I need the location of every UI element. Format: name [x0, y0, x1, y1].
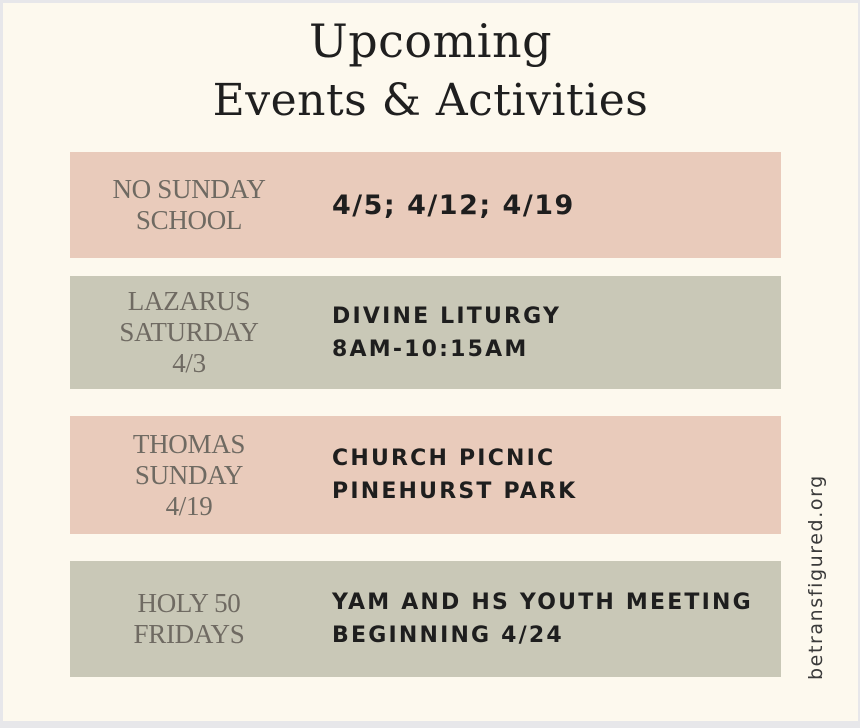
- event-label-line: SATURDAY: [119, 317, 259, 347]
- flyer: [3, 3, 858, 721]
- event-label-line: FRIDAYS: [133, 619, 245, 649]
- page-subtitle: Events & Activities: [212, 75, 649, 126]
- event-label: [70, 152, 308, 258]
- event-label-line: SCHOOL: [135, 205, 243, 235]
- event-label-line: HOLY 50: [137, 588, 241, 618]
- event-detail-line: YAM AND HS YOUTH MEETING: [332, 590, 753, 615]
- event-label-line: LAZARUS: [127, 286, 251, 316]
- event-row-lazarus-saturday: [70, 276, 781, 389]
- event-label-line: SUNDAY: [134, 459, 244, 490]
- event-label-line: 4/3: [172, 348, 206, 378]
- event-detail-line: DIVINE LITURGY: [332, 303, 562, 329]
- event-detail: [332, 416, 577, 534]
- website-url: betransfigured.org: [805, 474, 827, 680]
- event-label-line: NO SUNDAY: [112, 174, 266, 204]
- event-label-line: 4/19: [165, 490, 213, 521]
- event-detail: [332, 152, 575, 258]
- event-label: [70, 276, 308, 389]
- event-label: [70, 561, 308, 677]
- page-title: Upcoming: [308, 14, 553, 68]
- event-label: [70, 416, 308, 534]
- event-label-line: THOMAS: [132, 428, 246, 459]
- event-detail-line: BEGINNING 4/24: [332, 623, 564, 648]
- event-row-holy-50-fridays: [70, 561, 781, 677]
- event-row-no-sunday-school: [70, 152, 781, 258]
- event-detail-line: 4/5; 4/12; 4/19: [332, 189, 575, 221]
- event-detail-line: PINEHURST PARK: [332, 479, 578, 504]
- event-detail: [332, 561, 753, 677]
- event-detail: [332, 276, 561, 389]
- event-row-thomas-sunday: [70, 416, 781, 534]
- event-detail-line: 8AM-10:15AM: [332, 336, 529, 362]
- event-detail-line: CHURCH PICNIC: [332, 446, 556, 471]
